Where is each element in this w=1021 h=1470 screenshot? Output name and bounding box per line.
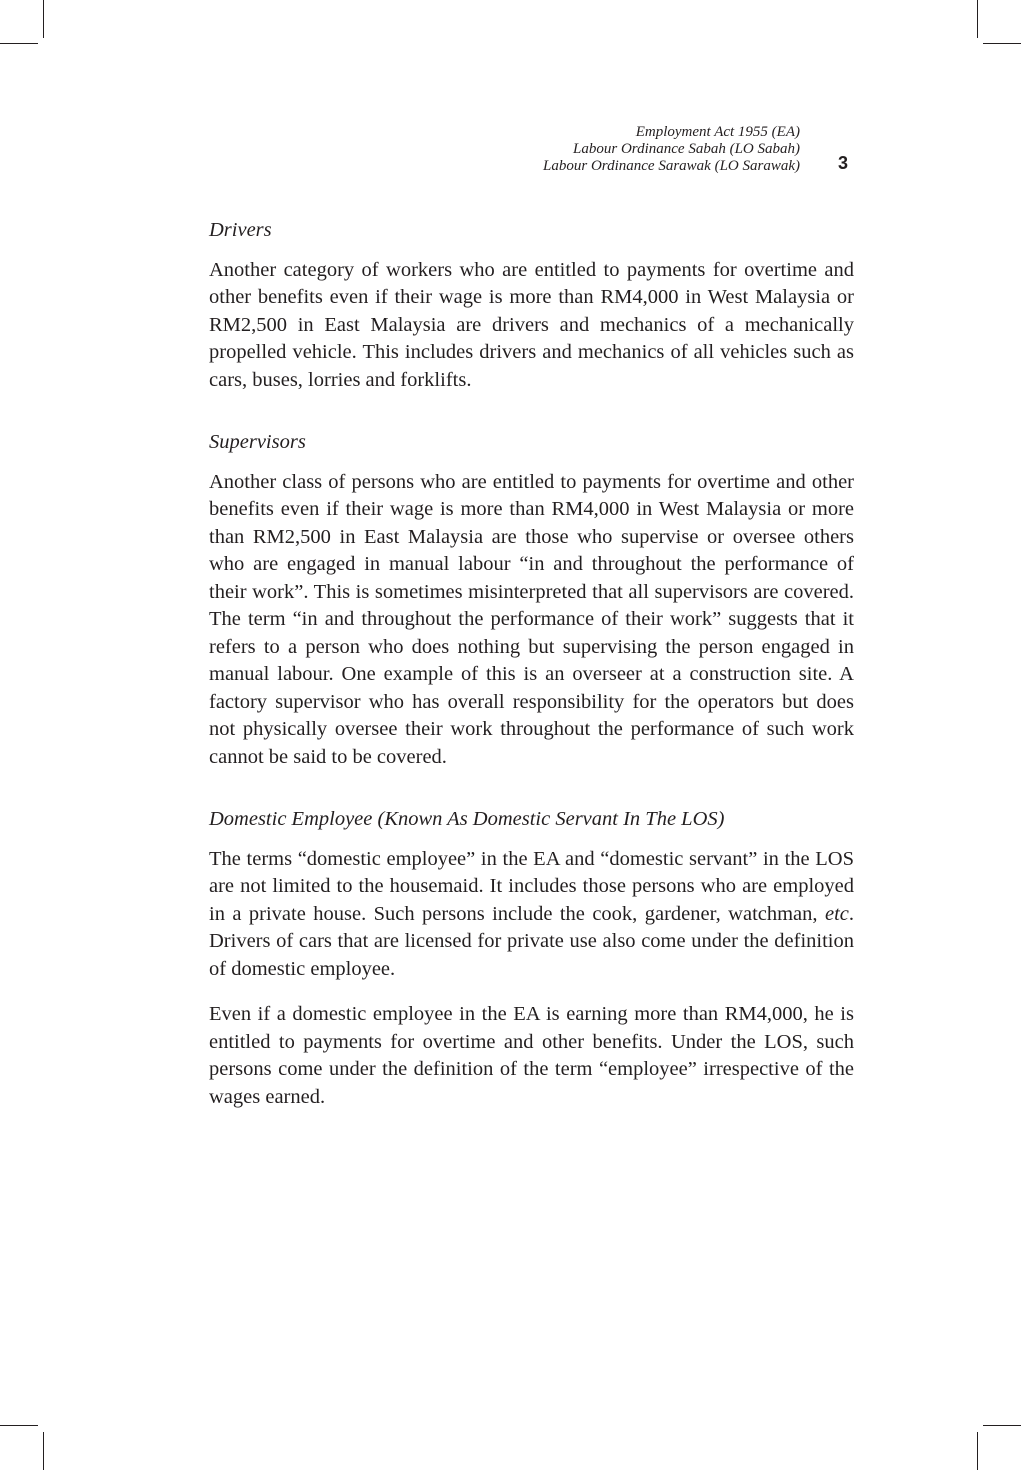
section-drivers [209,217,854,394]
crop-mark [0,43,38,44]
section-heading: Supervisors [209,431,306,453]
body-text: The terms “domestic employee” in the EA and “domestic servant” in the LOS are not limited to the housemaid. It includes those persons who are employed in a private house. Such persons include the cook, gardener, watchman, [209,847,854,925]
crop-mark [0,1425,38,1426]
body-paragraph: Another class of persons who are entitled to payments for overtime and other benefits even if their wage is more than RM4,000 in West Malaysia or more than RM2,500 in East Malaysia are those who supervise or oversee others who are engaged in manual labour “in and throughout the performance of their work”. This is sometimes misinterpreted that all supervisors are covered. The term “in and throughout the performance of their work” suggests that it refers to a person who does nothing but supervising the person engaged in manual labour. One example of this is an overseer at a construction site. A factory supervisor who has overall responsibility for the operators but does not physically oversee their work throughout the performance of such work cannot be said to be covered. [209,470,854,768]
page-number: 3 [838,153,849,173]
section-domestic-employee [209,806,854,1111]
crop-mark [43,1432,44,1470]
italic-text: etc [824,902,849,925]
crop-mark [977,0,978,38]
body-paragraph [209,846,854,984]
body-paragraph: Another category of workers who are entitled to payments for overtime and other benefits even if their wage is more than RM4,000 in West Malaysia or RM2,500 in East Malaysia are drivers and mechanics of a mechanically propelled vehicle. This includes drivers and mechanics of all vehicles such as cars, buses, lorries and forklifts. [209,258,854,391]
crop-mark [43,0,44,38]
running-head [543,124,800,175]
crop-mark [977,1432,978,1470]
body-paragraph: Even if a domestic employee in the EA is earning more than RM4,000, he is entitled to payments for overtime and other benefits. Under the LOS, such persons come under the definition of the term “employee” irrespective of the wages earned. [209,1003,854,1108]
running-head-line: Labour Ordinance Sarawak (LO Sarawak) [543,158,800,174]
body-text: . Drivers of cars that are licensed for private use also come under the definition of domestic employee. [209,902,854,980]
section-heading: Domestic Employee (Known As Domestic Servant In The LOS) [209,808,725,830]
section-heading: Drivers [209,219,272,241]
crop-mark [983,1425,1021,1426]
page-body [209,217,854,1111]
crop-mark [983,43,1021,44]
section-supervisors [209,429,854,771]
running-head-line: Employment Act 1955 (EA) [635,124,800,140]
running-head-line: Labour Ordinance Sabah (LO Sabah) [573,141,800,157]
